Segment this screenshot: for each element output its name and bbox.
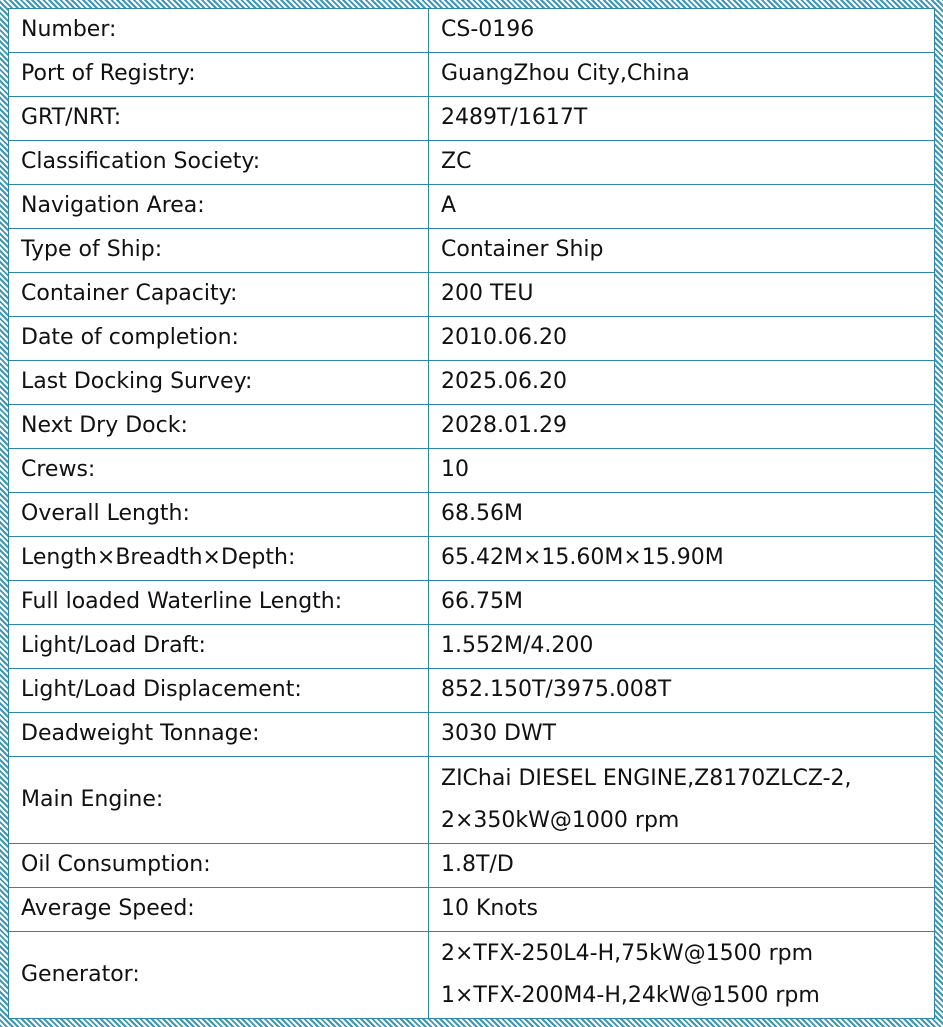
row-value [429, 756, 935, 843]
row-value [429, 404, 935, 448]
row-value-line: 2010.06.20 [441, 325, 567, 351]
row-value-line: 3030 DWT [441, 721, 557, 747]
table-row [9, 843, 934, 887]
row-value-line: 1×TFX-200M4-H,24kW@1500 rpm [441, 982, 820, 1008]
table-row [9, 931, 934, 1018]
row-label: Port of Registry: [9, 52, 429, 96]
table-row [9, 96, 934, 140]
table-row [9, 404, 934, 448]
row-label: Length×Breadth×Depth: [9, 536, 429, 580]
row-value [429, 580, 935, 624]
row-value [429, 316, 935, 360]
row-value [429, 712, 935, 756]
row-value [429, 448, 935, 492]
row-value-line: 1.8T/D [441, 852, 514, 878]
row-value [429, 228, 935, 272]
row-value-line: 10 [441, 457, 469, 483]
row-value [429, 140, 935, 184]
row-value-line: 66.75M [441, 589, 523, 615]
row-label: Average Speed: [9, 887, 429, 931]
row-label: Date of completion: [9, 316, 429, 360]
row-value-line: 2×350kW@1000 rpm [441, 807, 680, 833]
row-value [429, 843, 935, 887]
row-value-line: 2025.06.20 [441, 369, 567, 395]
ship-spec-table [9, 9, 934, 1018]
row-value-line: 1.552M/4.200 [441, 633, 594, 659]
table-row [9, 712, 934, 756]
row-value-line: ZIChai DIESEL ENGINE,Z8170ZLCZ-2, [441, 765, 852, 791]
row-value-line: Container Ship [441, 237, 604, 263]
row-label: Oil Consumption: [9, 843, 429, 887]
row-value-line: 852.150T/3975.008T [441, 677, 672, 703]
table-row [9, 316, 934, 360]
row-value-line: A [441, 193, 457, 219]
row-value [429, 931, 935, 1018]
table-row [9, 184, 934, 228]
table-row [9, 272, 934, 316]
table-row [9, 580, 934, 624]
table-row [9, 140, 934, 184]
row-value-line: 68.56M [441, 501, 523, 527]
row-label: GRT/NRT: [9, 96, 429, 140]
table-row [9, 360, 934, 404]
row-value [429, 9, 935, 52]
table-row [9, 448, 934, 492]
table-row [9, 624, 934, 668]
table-container [8, 8, 935, 1019]
row-value-line: 2×TFX-250L4-H,75kW@1500 rpm [441, 940, 814, 966]
row-value-line: 200 TEU [441, 281, 534, 307]
row-value [429, 624, 935, 668]
table-row [9, 52, 934, 96]
table-row [9, 9, 934, 52]
row-label: Deadweight Tonnage: [9, 712, 429, 756]
row-value [429, 536, 935, 580]
row-label: Full loaded Waterline Length: [9, 580, 429, 624]
row-value-line: 10 Knots [441, 896, 538, 922]
row-label: Light/Load Displacement: [9, 668, 429, 712]
row-value [429, 52, 935, 96]
row-value [429, 184, 935, 228]
row-value-line: GuangZhou City,China [441, 61, 690, 87]
row-value-line: 2028.01.29 [441, 413, 567, 439]
row-label: Crews: [9, 448, 429, 492]
row-value-line: ZC [441, 149, 472, 175]
table-row [9, 756, 934, 843]
row-value-line: 2489T/1617T [441, 105, 588, 131]
row-label: Overall Length: [9, 492, 429, 536]
table-row [9, 228, 934, 272]
row-label: Generator: [9, 931, 429, 1018]
row-label: Last Docking Survey: [9, 360, 429, 404]
table-row [9, 536, 934, 580]
row-label: Light/Load Draft: [9, 624, 429, 668]
row-value [429, 492, 935, 536]
row-label: Next Dry Dock: [9, 404, 429, 448]
row-label: Classification Society: [9, 140, 429, 184]
row-value [429, 887, 935, 931]
row-value [429, 272, 935, 316]
table-row [9, 668, 934, 712]
spec-table-body [9, 9, 934, 1018]
table-row [9, 887, 934, 931]
row-label: Navigation Area: [9, 184, 429, 228]
row-value-line: 65.42M×15.60M×15.90M [441, 545, 724, 571]
row-value [429, 360, 935, 404]
row-label: Number: [9, 9, 429, 52]
row-label: Type of Ship: [9, 228, 429, 272]
row-value [429, 668, 935, 712]
row-value-line: CS-0196 [441, 17, 535, 43]
row-value [429, 96, 935, 140]
row-label: Main Engine: [9, 756, 429, 843]
row-label: Container Capacity: [9, 272, 429, 316]
table-row [9, 492, 934, 536]
